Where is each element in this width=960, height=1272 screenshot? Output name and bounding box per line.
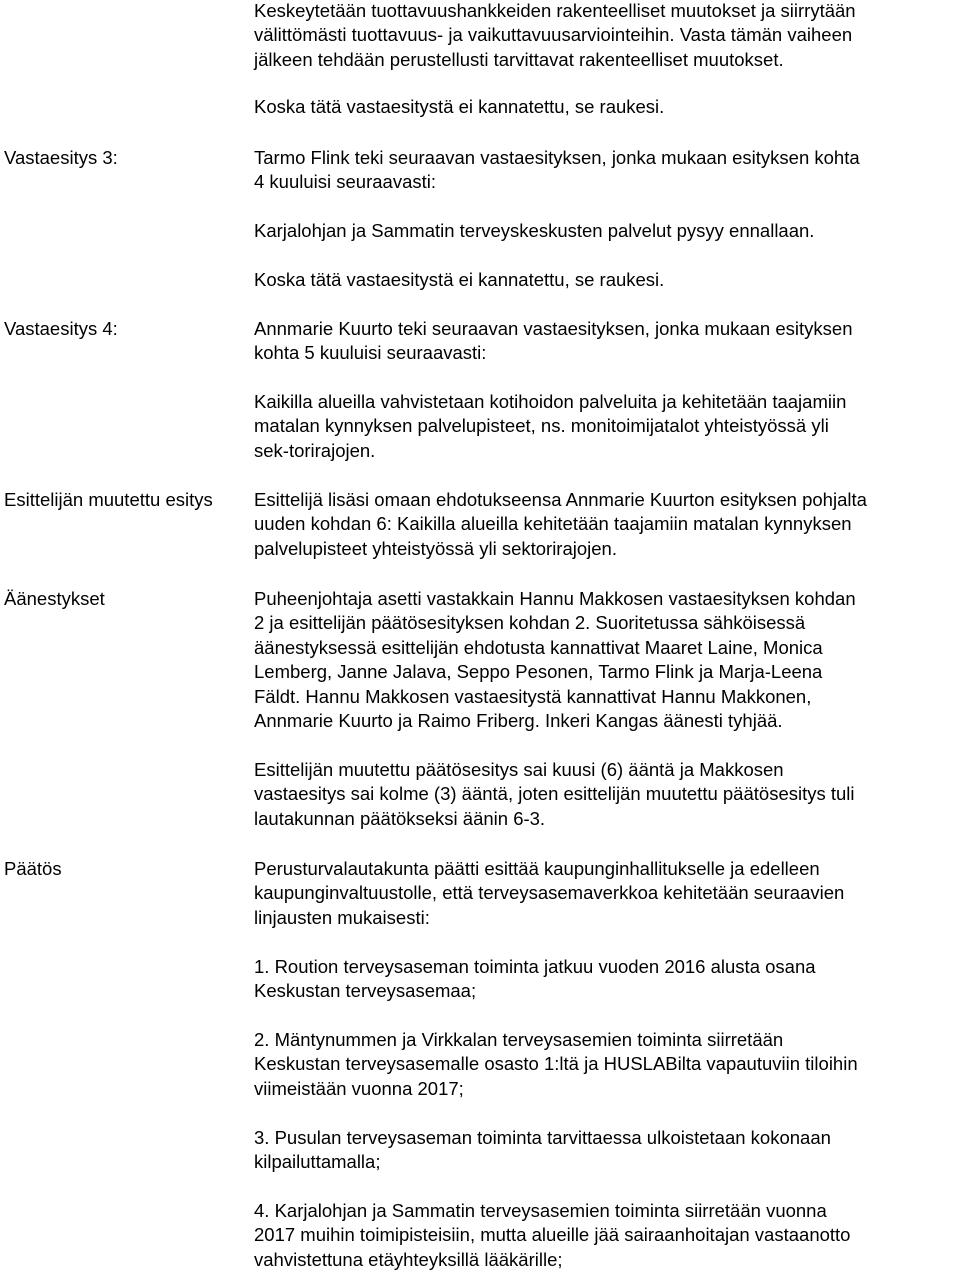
text-line: 2 ja esittelijän päätösesityksen kohdan 2. Suoritetussa sähköisessä	[254, 612, 806, 634]
text-line: Keskeytetään tuottavuushankkeiden rakenteelliset muutokset ja siirrytään	[254, 0, 856, 21]
text-line: Kaikilla alueilla vahvistetaan kotihoidon palveluita ja kehitetään taajamiin	[254, 391, 847, 412]
text-line: Esittelijä lisäsi omaan ehdotukseensa Annmarie Kuurton esityksen pohjalta	[254, 489, 867, 510]
text-line: viimeistään vuonna 2017;	[254, 1077, 464, 1099]
counterproposal-4-intro	[254, 317, 954, 366]
text-line: välittömästi tuottavuus- ja vaikuttavuusarviointeihin. Vasta tämän vaiheen	[254, 24, 853, 46]
text-line: 4 kuuluisi seuraavasti:	[254, 171, 437, 193]
text-line: Esittelijän muutettu päätösesitys sai kuusi (6) ääntä ja Makkosen	[254, 759, 784, 780]
text-line: 4. Karjalohjan ja Sammatin terveysasemien toiminta siirretään vuonna	[254, 1200, 827, 1221]
text-line: 1. Roution terveysaseman toiminta jatkuu vuoden 2016 alusta osana	[254, 956, 816, 977]
text-line: Annmarie Kuurto teki seuraavan vastaesityksen, jonka mukaan esityksen	[254, 318, 853, 339]
text-line: Fäldt. Hannu Makkosen vastaesitystä kannattivat Hannu Makkonen,	[254, 685, 812, 707]
counterproposal-3-label: Vastaesitys 3:	[4, 147, 118, 168]
text-line: Koska tätä vastaesitystä ei kannatettu, se raukesi.	[254, 96, 665, 117]
text-line: kohta 5 kuuluisi seuraavasti:	[254, 342, 487, 364]
text-line: uuden kohdan 6: Kaikilla alueilla kehitetään taajamiin matalan kynnyksen	[254, 513, 852, 535]
decision-item-4	[254, 1199, 954, 1272]
decision-item-2	[254, 1028, 954, 1101]
text-line: kaupunginvaltuustolle, että terveysasemaverkkoa kehitetään seuraavien	[254, 882, 845, 904]
amended-proposal-label: Esittelijän muutettu esitys	[4, 489, 213, 510]
text-line: Karjalohjan ja Sammatin terveyskeskusten palvelut pysyy ennallaan.	[254, 220, 815, 241]
text-line: Perusturvalautakunta päätti esittää kaupunginhallitukselle ja edelleen	[254, 858, 820, 879]
text-line: kilpailuttamalla;	[254, 1151, 381, 1173]
text-line: Tarmo Flink teki seuraavan vastaesityksen, jonka mukaan esityksen kohta	[254, 147, 860, 168]
text-line: 3. Pusulan terveysaseman toiminta tarvittaessa ulkoistetaan kokonaan	[254, 1127, 831, 1148]
decision-item-3	[254, 1126, 954, 1175]
votes-result	[254, 758, 954, 831]
text-line: vahvistettuna etäyhteyksillä lääkärille;	[254, 1248, 563, 1270]
text-line: lautakunnan päätökseksi äänin 6-3.	[254, 807, 546, 829]
text-line: Koska tätä vastaesitystä ei kannatettu, se raukesi.	[254, 269, 665, 290]
counterproposal-3-intro	[254, 146, 954, 195]
decision-label: Päätös	[4, 858, 62, 879]
votes-label: Äänestykset	[4, 588, 105, 609]
decision-item-1	[254, 955, 954, 1004]
counterproposal-4-label: Vastaesitys 4:	[4, 318, 118, 339]
decision-text	[254, 857, 954, 930]
text-line: Lemberg, Janne Jalava, Seppo Pesonen, Tarmo Flink ja Marja-Leena	[254, 661, 823, 683]
text-line: Puheenjohtaja asetti vastakkain Hannu Makkosen vastaesityksen kohdan	[254, 588, 856, 609]
text-line: Keskustan terveysasemalle osasto 1:ltä ja HUSLABilta vapautuviin tiloihin	[254, 1053, 858, 1075]
text-line: jälkeen tehdään perustellusti tarvittavat rakenteelliset muutokset.	[254, 48, 784, 70]
text-line: äänestyksessä esittelijän ehdotusta kannattivat Maaret Laine, Monica	[254, 636, 823, 658]
text-line: matalan kynnyksen palvelupisteet, ns. monitoimijatalot yhteistyössä yli	[254, 415, 829, 437]
text-line: vastaesitys sai kolme (3) ääntä, joten esittelijän muutettu päätösesitys tuli	[254, 783, 855, 805]
text-line: 2017 muihin toimipisteisiin, mutta alueille jää sairaanhoitajan vastaanotto	[254, 1224, 851, 1246]
counterproposal-3-result	[254, 268, 954, 292]
amended-proposal-text	[254, 488, 954, 561]
text-line: Keskustan terveysasemaa;	[254, 980, 477, 1002]
votes-text	[254, 587, 954, 733]
counterproposal-3-text	[254, 219, 954, 243]
intro-paragraph	[254, 0, 954, 72]
text-line: linjausten mukaisesti:	[254, 906, 430, 928]
counterproposal-4-text	[254, 390, 954, 463]
intro-result	[254, 95, 954, 119]
text-line: 2. Mäntynummen ja Virkkalan terveysasemien toiminta siirretään	[254, 1029, 784, 1050]
text-line: palvelupisteet yhteistyössä yli sektorirajojen.	[254, 537, 617, 559]
text-line: sek-torirajojen.	[254, 439, 376, 461]
text-line: Annmarie Kuurto ja Raimo Friberg. Inkeri Kangas äänesti tyhjää.	[254, 710, 783, 732]
